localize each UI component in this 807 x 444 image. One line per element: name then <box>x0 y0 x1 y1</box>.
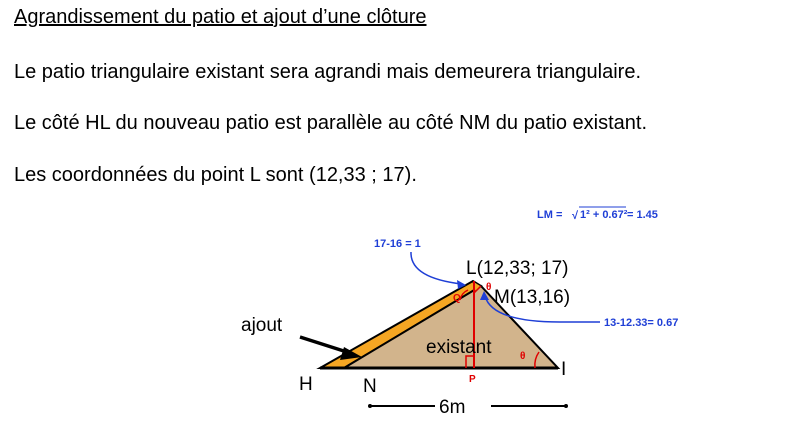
point-i-label: I <box>561 359 567 380</box>
ajout-arrow <box>300 337 350 353</box>
statement-line-2: Le côté HL du nouveau patio est parallèle au côté NM du patio existant. <box>14 112 647 134</box>
theta-i-label: θ <box>520 351 526 362</box>
annotation-lm-radicand: 1² + 0.67² <box>580 209 628 221</box>
ajout-label: ajout <box>241 315 283 336</box>
arrow-dy <box>411 252 462 284</box>
label-q: Q <box>453 293 461 304</box>
existant-label: existant <box>426 337 492 358</box>
dimension-label: 6m <box>439 397 466 418</box>
theta-top-label: θ <box>486 282 492 293</box>
point-p-label: P <box>469 374 476 385</box>
dimension-end-right <box>564 404 568 408</box>
statement-line-1: Le patio triangulaire existant sera agrandi mais demeurera triangulaire. <box>14 61 642 83</box>
sqrt-icon: √ <box>572 210 579 222</box>
annotation-dx: 13-12.33= 0.67 <box>604 317 679 329</box>
statement-line-3: Les coordonnées du point L sont (12,33 ; 17). <box>14 164 417 186</box>
point-h-label: H <box>299 374 313 395</box>
point-m-label: M(13,16) <box>494 287 571 308</box>
page-title: Agrandissement du patio et ajout d’une clôture <box>14 6 427 28</box>
annotation-lm-prefix: LM = <box>537 209 563 221</box>
annotation-dy: 17-16 = 1 <box>374 238 421 250</box>
point-l-label: L(12,33; 17) <box>466 258 569 279</box>
annotation-lm-result: = 1.45 <box>627 209 658 221</box>
point-n-label: N <box>363 376 377 397</box>
dimension-end-left <box>368 404 372 408</box>
